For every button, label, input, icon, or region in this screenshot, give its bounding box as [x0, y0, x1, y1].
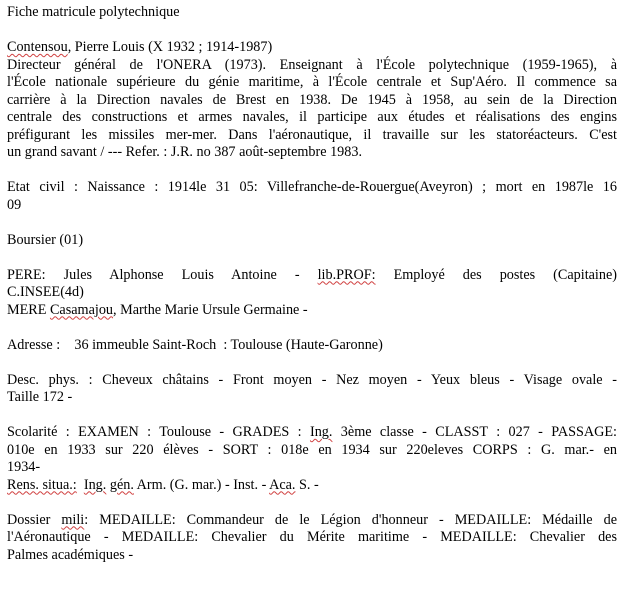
pere-line2: C.INSEE(4d): [7, 284, 84, 300]
dossier-a: Dossier: [7, 511, 62, 528]
scolarite-ing: Ing.: [309, 424, 333, 440]
parents-section: [7, 267, 617, 320]
bio-line: un grand savant / --- Refer. : J.R. no 387 août-septembre 1983.: [7, 144, 362, 160]
person-surname: Contensou: [7, 39, 68, 55]
boursier-text: Boursier (01): [7, 231, 84, 248]
pere-line: [7, 267, 617, 285]
pere-rest: Employé des postes (Capitaine): [375, 266, 617, 283]
person-details: , Pierre Louis (X 1932 ; 1914-1987): [67, 39, 273, 55]
rens-end: S. -: [295, 476, 319, 493]
adresse-text: Adresse : 36 immeuble Saint-Roch : Toulouse (Haute-Garonne): [7, 336, 383, 353]
document-title: [7, 4, 617, 22]
scolarite-line: [7, 424, 617, 442]
dossier-section: [7, 512, 617, 565]
dossier-line: [7, 512, 617, 530]
scolarite-line: 010e en 1933 sur 220 élèves - SORT : 018e en 1934 sur 220eleves CORPS : G. mar.- en: [7, 441, 617, 458]
biography-section: [7, 39, 617, 162]
rens-label: Rens. situa.:: [7, 476, 77, 493]
mere-prefix: MERE: [7, 301, 50, 318]
scolarite-section: [7, 424, 617, 494]
scolarite-line: 1934-: [7, 459, 41, 475]
mere-line: [7, 302, 617, 320]
mere-rest: , Marthe Marie Ursule Germaine -: [113, 301, 308, 318]
bio-line: préfigurant les missiles mer-mer. Dans l'aéronautique, il travaille sur les statoréacteurs. C'est: [7, 126, 617, 143]
desc-section: [7, 372, 617, 407]
dossier-b: : MEDAILLE: Commandeur de le Légion d'honneur - MEDAILLE: Médaille de: [84, 511, 617, 528]
rens-line: [7, 477, 617, 495]
title-text: Fiche matricule polytechnique: [7, 4, 180, 20]
etat-civil-section: [7, 179, 617, 214]
bio-line: centrale des constructions et armes navales, il participe aux études et réalisations des engins: [7, 109, 617, 125]
dossier-line: l'Aéronautique - MEDAILLE: Chevalier du Mérite maritime - MEDAILLE: Chevalier des: [7, 529, 617, 545]
dossier-line: Palmes académiques -: [7, 546, 134, 563]
scolarite-a: Scolarité : EXAMEN : Toulouse - GRADES :: [7, 424, 310, 440]
rens-space: [77, 477, 84, 493]
mere-surname: Casamajou: [49, 301, 114, 318]
desc-line: Desc. phys. : Cheveux châtains - Front moyen - Nez moyen - Yeux bleus - Visage ovale -: [7, 371, 617, 388]
boursier-section: [7, 232, 617, 250]
scolarite-b: 3ème classe - CLASST : 027 - PASSAGE:: [332, 424, 617, 440]
rens-gen: gén.: [109, 476, 134, 493]
identity-line: [7, 39, 617, 57]
pere-prefix: PERE: Jules Alphonse Louis Antoine -: [7, 266, 318, 283]
bio-line: carrière à la Direction navales de Brest en 1938. De 1945 à 1958, au sein de la Direction: [7, 91, 617, 108]
desc-line: Taille 172 -: [7, 389, 73, 405]
bio-line: l'École nationale supérieure du génie maritime, à l'École centrale et Sup'Aéro. Il commence sa: [7, 74, 617, 90]
rens-ing: Ing.: [83, 476, 107, 493]
dossier-mili: mili: [61, 511, 85, 528]
rens-mid: Arm. (G. mar.) - Inst. -: [133, 476, 270, 493]
adresse-section: [7, 337, 617, 355]
rens-aca: Aca.: [269, 476, 296, 493]
pere-abbr: lib.PROF:: [317, 266, 376, 283]
etat-civil-line: Etat civil : Naissance : 1914le 31 05: Villefranche-de-Rouergue(Aveyron) ; mort en 1987le 16: [7, 179, 617, 195]
etat-civil-line: 09: [7, 196, 22, 213]
bio-line: Directeur général de l'ONERA (1973). Enseignant à l'École polytechnique (1959-1965), à: [7, 56, 617, 73]
